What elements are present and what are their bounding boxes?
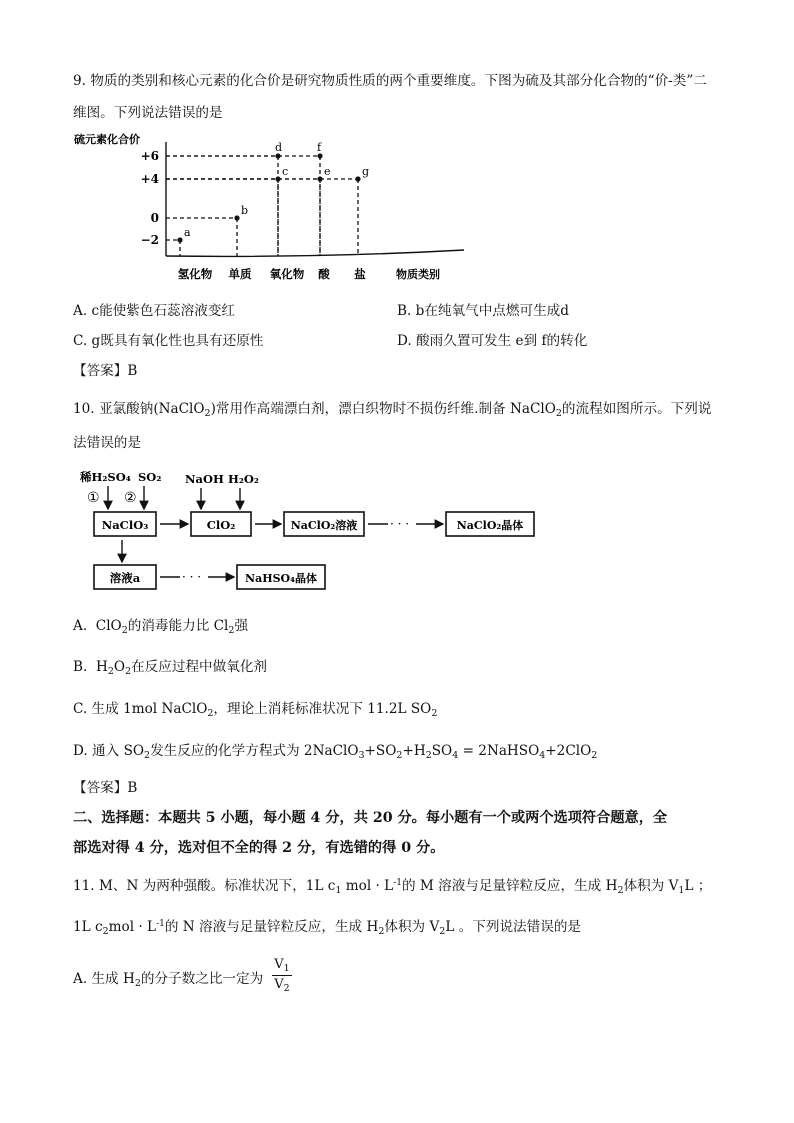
q9-stem-line2: 维图。下列说法错误的是 [73, 105, 223, 121]
q10-option-b [73, 655, 267, 677]
text-segment: 体积为 V [623, 878, 679, 894]
text-segment: A. 生成 H [73, 971, 135, 987]
subscript: 2 [378, 926, 385, 937]
reagent-h2o2: H₂O₂ [228, 472, 259, 486]
x-category-label: 单质 [228, 267, 252, 281]
subscript: 1 [335, 885, 342, 896]
q10-option-c [73, 697, 437, 719]
text-segment: O [113, 659, 126, 675]
text-segment: V [274, 977, 284, 992]
q9-option-c: C. g既具有氧化性也具有还原性 [73, 333, 264, 349]
superscript: -1 [393, 878, 402, 888]
subscript: 2 [121, 625, 128, 636]
subscript: 2 [617, 885, 624, 896]
box-naclo3-label: NaClO₃ [101, 518, 149, 532]
text-segment: V [274, 957, 284, 972]
q11-stem-line2 [73, 915, 581, 937]
subscript: 2 [204, 408, 211, 419]
subscript: 2 [102, 926, 109, 937]
subscript: 2 [555, 408, 562, 419]
subscript: 2 [283, 983, 290, 994]
fraction-denominator [272, 977, 292, 994]
point-d [275, 153, 280, 158]
text-segment: 的消毒能力比 Cl [127, 618, 229, 634]
text-segment: 的 M 溶液与足量锌粒反应，生成 H [401, 878, 618, 894]
subscript: 2 [439, 926, 446, 937]
text-segment: L 。下列说法错误的是 [445, 919, 582, 935]
text-segment: 发生反应的化学方程式为 2NaClO [150, 743, 359, 759]
text-segment: mol · L [108, 919, 157, 935]
option-label: A. [73, 618, 88, 634]
subscript: 2 [591, 750, 598, 761]
option-label: B. [73, 659, 88, 675]
ellipsis: · · · [390, 517, 410, 531]
text-segment: ，理论上消耗标准状况下 11.2L SO [213, 701, 432, 717]
subscript: 4 [539, 750, 546, 761]
point-label-d: d [275, 141, 283, 154]
x-category-label: 盐 [354, 267, 366, 281]
y-tick-label: −2 [140, 233, 159, 247]
point-c [275, 176, 280, 181]
step-circle-1: ① [87, 490, 100, 506]
text-segment: +H [402, 743, 426, 759]
answer-tag: 【答案】 [73, 780, 128, 796]
subscript: 4 [452, 750, 459, 761]
subscript: 2 [107, 666, 114, 677]
text-segment: 1L c [73, 919, 103, 935]
naclo2-flow-diagram [78, 464, 548, 596]
text-segment: mol · L [341, 878, 394, 894]
x-category-label: 氢化物 [177, 267, 213, 281]
answer-value: B [127, 363, 138, 379]
text-segment: L ； [684, 878, 712, 894]
text-segment: )常用作高端漂白剂，漂白织物时不损伤纤维.制备 NaClO [210, 401, 556, 417]
x-axis [166, 250, 464, 256]
section2-heading-line1: 二、选择题：本题共 5 小题，每小题 4 分，共 20 分。每小题有一个或两个选项符合题意，全 [73, 810, 668, 826]
step-circle-2: ② [124, 490, 137, 506]
point-g [355, 176, 360, 181]
q9-option-a: A. c能使紫色石蕊溶液变红 [73, 303, 236, 319]
text-segment: 10. 亚氯酸钠(NaClO [73, 401, 205, 417]
text-segment: D. 通入 SO [73, 743, 145, 759]
q9-option-b: B. b在纯氧气中点燃可生成d [397, 303, 569, 319]
point-e [317, 176, 322, 181]
fraction-numerator [272, 957, 292, 974]
box-naclo2-crystal-label: NaClO₂晶体 [456, 519, 524, 532]
valence-class-chart [70, 128, 470, 288]
point-b [234, 215, 239, 220]
text-segment: 的分子数之比一定为 [140, 971, 264, 987]
text-segment: 11. M、N 为两种强酸。标准状况下，1L c [73, 878, 336, 894]
text-segment: 体积为 V [384, 919, 440, 935]
box-nahso4-crystal-label: NaHSO₄晶体 [245, 572, 317, 585]
box-clo2-label: ClO₂ [206, 518, 236, 532]
q10-stem-line1 [73, 397, 711, 419]
reagent-so2: SO₂ [138, 470, 162, 484]
point-label-b: b [241, 204, 249, 217]
box-solution-a-label: 溶液a [109, 571, 141, 585]
box-naclo2-solution-label: NaClO₂溶液 [290, 519, 358, 532]
text-segment: 的流程如图所示。下列说 [561, 401, 712, 417]
q9-option-d: D. 酸雨久置可发生 e到 f的转化 [397, 333, 588, 349]
text-segment: +SO [364, 743, 397, 759]
text-segment: SO [431, 743, 453, 759]
text-segment: = 2NaHSO [462, 743, 540, 759]
point-label-c: c [282, 165, 289, 178]
q10-option-d [73, 739, 597, 761]
chart-ylabel: 硫元素化合价 [74, 133, 140, 146]
q11-option-a [73, 967, 263, 989]
q9-stem-line1: 9. 物质的类别和核心元素的化合价是研究物质性质的两个重要维度。下图为硫及其部分化合物的“价-类”二 [73, 73, 707, 89]
text-segment: 强 [234, 618, 249, 634]
q10-option-a [73, 614, 248, 636]
point-label-a: a [184, 226, 191, 239]
subscript: 3 [358, 750, 365, 761]
q11-stem-line1 [73, 874, 711, 896]
subscript: 2 [425, 750, 432, 761]
text-segment: 的 N 溶液与足量锌粒反应，生成 H [164, 919, 379, 935]
point-label-g: g [362, 165, 370, 178]
y-tick-label: +4 [140, 172, 159, 186]
fraction-v1-over-v2 [272, 957, 292, 994]
subscript: 2 [228, 625, 235, 636]
reagent-dilute-h2so4: 稀H₂SO₄ [80, 470, 131, 484]
ellipsis: · · · [182, 570, 202, 584]
chart-xlabel: 物质类别 [396, 268, 440, 281]
point-f [317, 153, 322, 158]
q9-answer [73, 359, 137, 379]
text-segment: ClO [95, 618, 122, 634]
subscript: 1 [678, 885, 685, 896]
point-label-e: e [324, 165, 331, 178]
subscript: 2 [431, 708, 438, 719]
section2-heading-line2: 部选对得 4 分，选对但不全的得 2 分，有选错的得 0 分。 [73, 840, 445, 856]
x-category-label: 氧化物 [269, 267, 305, 281]
x-category-label: 酸 [318, 267, 330, 281]
subscript: 2 [134, 978, 141, 989]
text-segment: H [95, 659, 108, 675]
y-tick-label: 0 [150, 211, 159, 225]
answer-value: B [127, 780, 138, 796]
text-segment: +2ClO [545, 743, 592, 759]
subscript: 2 [207, 708, 214, 719]
answer-tag: 【答案】 [73, 363, 128, 379]
subscript: 2 [396, 750, 403, 761]
subscript: 2 [144, 750, 151, 761]
q10-answer [73, 776, 137, 796]
q10-stem-line2: 法错误的是 [73, 435, 141, 451]
reagent-naoh: NaOH [185, 472, 224, 486]
subscript: 2 [125, 666, 132, 677]
point-label-f: f [317, 141, 322, 154]
text-segment: C. 生成 1mol NaClO [73, 701, 208, 717]
y-tick-label: +6 [140, 149, 159, 163]
superscript: -1 [156, 919, 165, 929]
text-segment: 在反应过程中做氧化剂 [131, 659, 268, 675]
fraction-bar [272, 975, 292, 976]
subscript: 1 [283, 963, 290, 974]
point-a [177, 237, 182, 242]
